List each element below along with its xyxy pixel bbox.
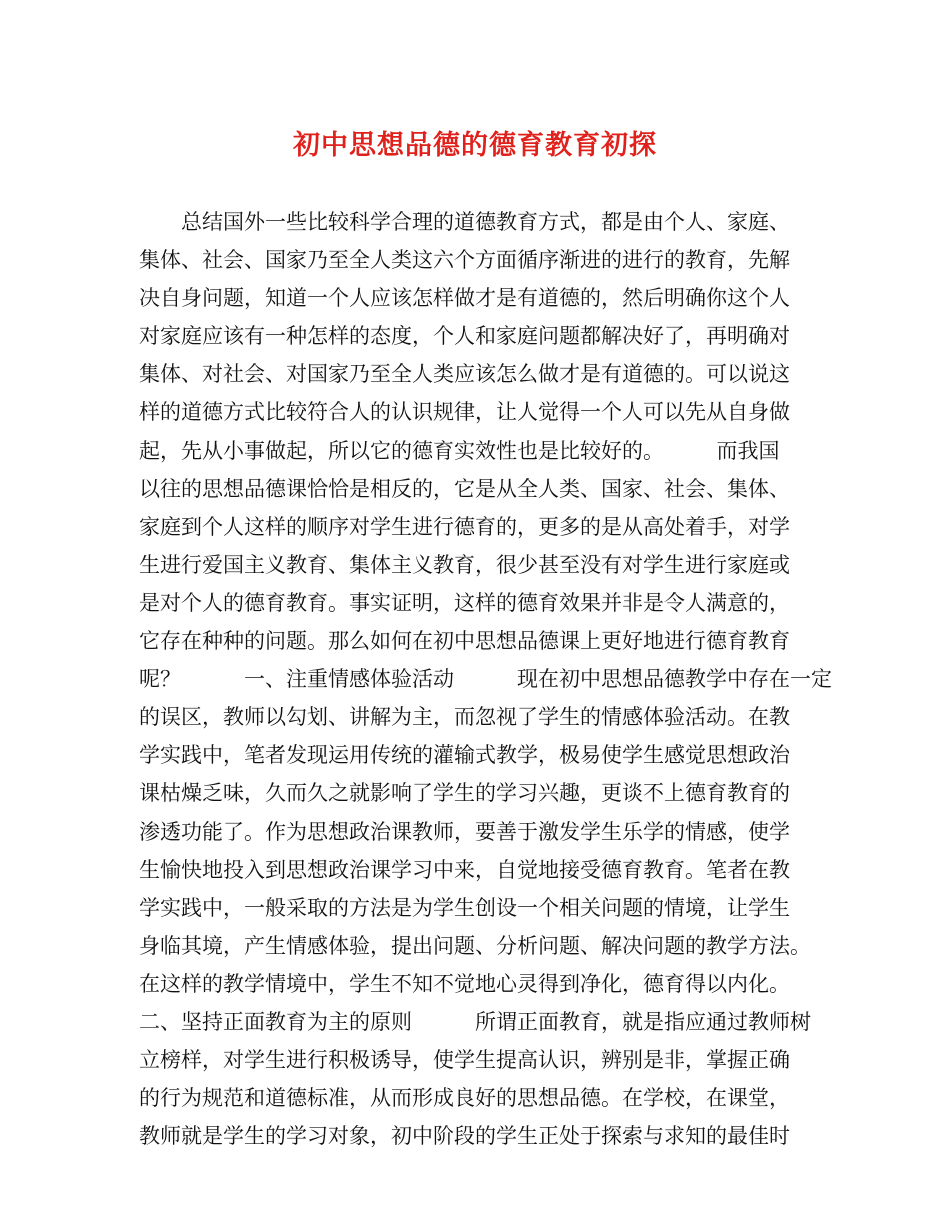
body-line: 的误区，教师以勾划、讲解为主，而忽视了学生的情感体验活动。在教: [139, 705, 790, 730]
body-line: 总结国外一些比较科学合理的道德教育方式，都是由个人、家庭、: [139, 210, 790, 234]
body-line: 是对个人的德育教育。事实证明，这样的德育效果并非是令人满意的，: [139, 590, 790, 615]
body-line: 样的道德方式比较符合人的认识规律，让人觉得一个人可以先从自身做: [139, 400, 790, 425]
body-line: 以往的思想品德课恰恰是相反的，它是从全人类、国家、社会、集体、: [139, 476, 790, 501]
body-line: 呢？ 一、注重情感体验活动 现在初中思想品德教学中存在一定: [139, 667, 832, 692]
body-line: 它存在种种的问题。那么如何在初中思想品德课上更好地进行德育教育: [139, 629, 790, 654]
body-line: 集体、对社会、对国家乃至全人类应该怎么做才是有道德的。可以说这: [139, 362, 790, 387]
body-line: 渗透功能了。作为思想政治课教师，要善于激发学生乐学的情感，使学: [139, 819, 790, 844]
body-line: 课枯燥乏味，久而久之就影响了学生的学习兴趣，更谈不上德育教育的: [139, 781, 790, 806]
body-line: 二、坚持正面教育为主的原则 所谓正面教育，就是指应通过教师树: [139, 1009, 811, 1034]
body-line: 起，先从小事做起，所以它的德育实效性也是比较好的。 而我国: [139, 438, 780, 463]
body-line: 身临其境，产生情感体验，提出问题、分析问题、解决问题的教学方法。: [139, 933, 811, 958]
body-line: 立榜样，对学生进行积极诱导，使学生提高认识，辨别是非，掌握正确: [139, 1048, 790, 1073]
body-line: 教师就是学生的学习对象，初中阶段的学生正处于探索与求知的最佳时: [139, 1124, 790, 1149]
body-line: 学实践中，笔者发现运用传统的灌输式教学，极易使学生感觉思想政治: [139, 743, 790, 768]
body-line: 对家庭应该有一种怎样的态度，个人和家庭问题都解决好了，再明确对: [139, 324, 790, 349]
body-line: 决自身问题，知道一个人应该怎样做才是有道德的，然后明确你这个人: [139, 286, 790, 311]
body-line: 学实践中，一般采取的方法是为学生创设一个相关问题的情境，让学生: [139, 895, 790, 920]
body-line: 家庭到个人这样的顺序对学生进行德育的，更多的是从高处着手，对学: [139, 514, 790, 539]
document-body: [139, 203, 832, 1155]
body-line: 生愉快地投入到思想政治课学习中来，自觉地接受德育教育。笔者在教: [139, 857, 790, 882]
body-line: 在这样的教学情境中，学生不知不觉地心灵得到净化，德育得以内化。: [139, 971, 790, 996]
body-line: 生进行爱国主义教育、集体主义教育，很少甚至没有对学生进行家庭或: [139, 552, 790, 577]
body-line: 的行为规范和道德标准，从而形成良好的思想品德。在学校，在课堂，: [139, 1086, 790, 1111]
body-line: 集体、社会、国家乃至全人类这六个方面循序渐进的进行的教育，先解: [139, 248, 790, 273]
document-title: 初中思想品德的德育教育初探: [293, 130, 657, 161]
